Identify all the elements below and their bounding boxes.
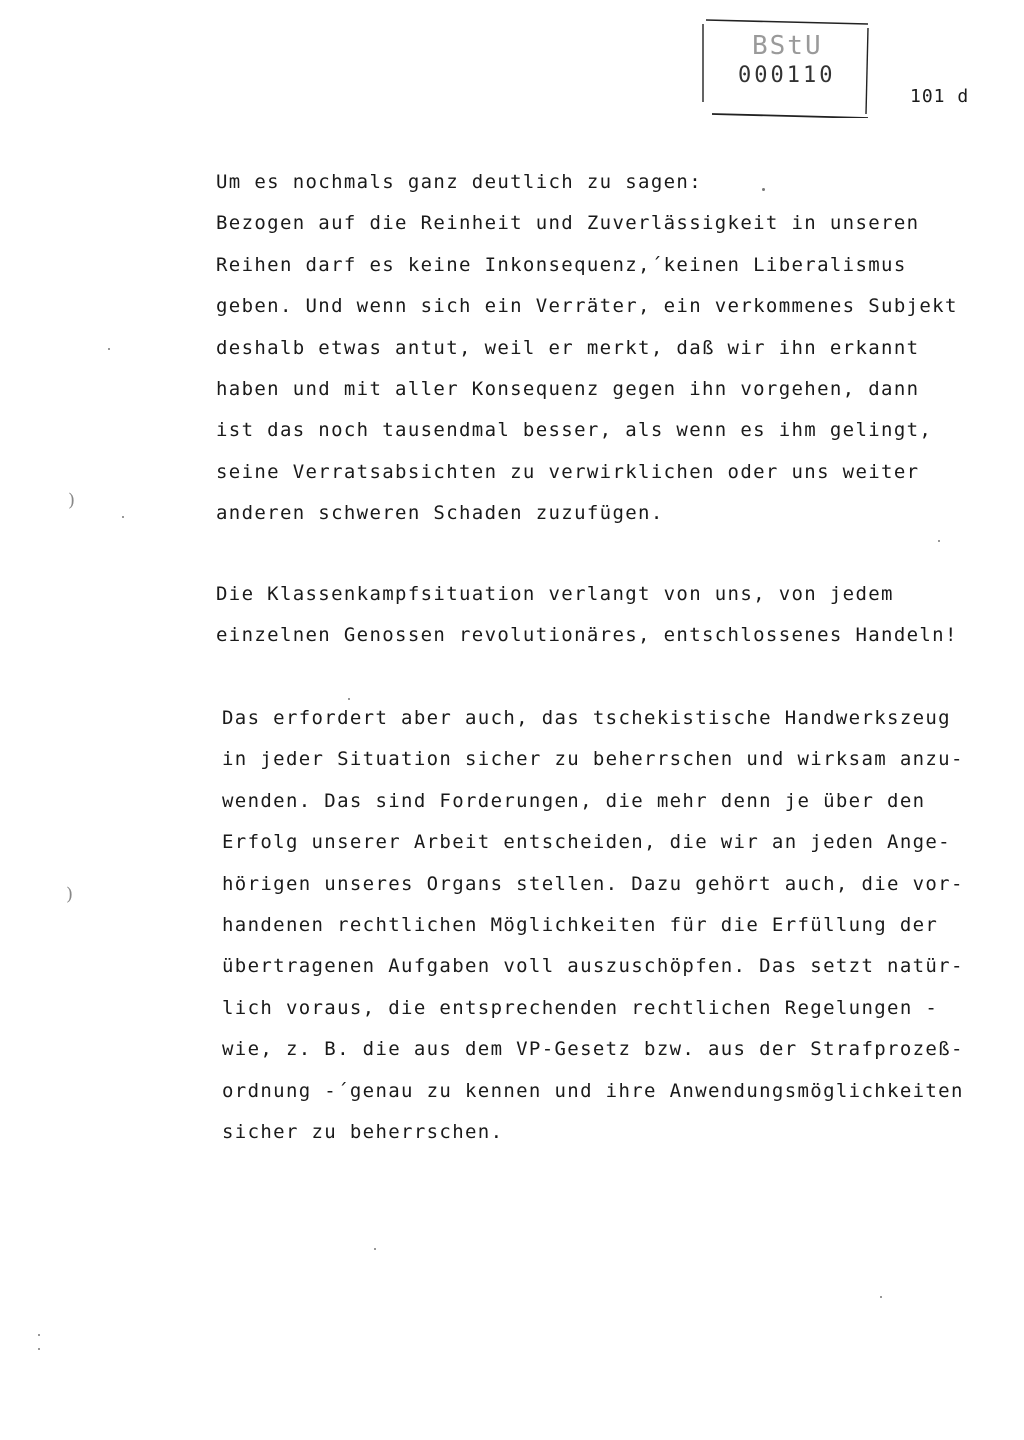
text-line: Um es nochmals ganz deutlich zu sagen:: [216, 171, 702, 193]
text-line: in jeder Situation sicher zu beherrschen und wirksam anzu-: [222, 748, 964, 771]
paragraph-1: [216, 162, 976, 535]
scan-speck: [880, 1296, 882, 1298]
text-line: seine Verratsabsichten zu verwirklichen oder uns weiter: [216, 460, 920, 483]
page-number: 101 d: [910, 86, 970, 107]
text-line: hörigen unseres Organs stellen. Dazu gehört auch, die vor-: [222, 872, 964, 895]
archive-stamp: [700, 18, 870, 118]
text-line: geben. Und wenn sich ein Verräter, ein verkommenes Subjekt: [216, 295, 958, 318]
stamp-number: 000110: [738, 63, 836, 88]
text-line: lich voraus, die entsprechenden rechtlichen Regelungen -: [222, 996, 939, 1019]
text-line: Bezogen auf die Reinheit und Zuverlässigkeit in unseren: [216, 212, 920, 235]
scan-speck: [108, 348, 110, 350]
text-line: Erfolg unserer Arbeit entscheiden, die wir an jeden Ange-: [222, 831, 951, 854]
text-line: einzelnen Genossen revolutionäres, entschlossenes Handeln!: [216, 624, 958, 647]
text-line: wenden. Das sind Forderungen, die mehr denn je über den: [222, 789, 926, 812]
scan-speck: [762, 188, 765, 191]
text-line: übertragenen Aufgaben voll auszuschöpfen. Das setzt natür-: [222, 955, 964, 978]
scan-speck: [38, 1348, 40, 1350]
scan-speck: [348, 698, 350, 700]
text-line: wie, z. B. die aus dem VP-Gesetz bzw. aus der Strafprozeß-: [222, 1038, 964, 1061]
text-line: anderen schweren Schaden zuzufügen.: [216, 502, 664, 525]
paragraph-2: [216, 574, 976, 657]
text-line: ist das noch tausendmal besser, als wenn es ihm gelingt,: [216, 419, 933, 442]
scan-speck: [374, 1248, 376, 1250]
text-line: sicher zu beherrschen.: [222, 1121, 504, 1144]
stamp-agency: BStU: [752, 31, 823, 61]
text-line: ordnung -´genau zu kennen und ihre Anwendungsmöglichkeiten: [222, 1079, 964, 1102]
text-line: haben und mit aller Konsequenz gegen ihn vorgehen, dann: [216, 378, 920, 401]
text-line: handenen rechtlichen Möglichkeiten für die Erfüllung der: [222, 914, 939, 937]
scan-speck: [122, 516, 124, 518]
scan-speck: [938, 540, 940, 542]
text-line: Reihen darf es keine Inkonsequenz,´keinen Liberalismus: [216, 253, 907, 276]
paragraph-3: [222, 698, 982, 1153]
scan-speck: [38, 1334, 40, 1336]
margin-mark: ): [68, 490, 76, 511]
text-line: Die Klassenkampfsituation verlangt von uns, von jedem: [216, 583, 894, 605]
text-line: deshalb etwas antut, weil er merkt, daß wir ihn erkannt: [216, 336, 920, 359]
margin-mark: ): [66, 884, 74, 905]
text-line: Das erfordert aber auch, das tschekistische Handwerkszeug: [222, 707, 951, 729]
